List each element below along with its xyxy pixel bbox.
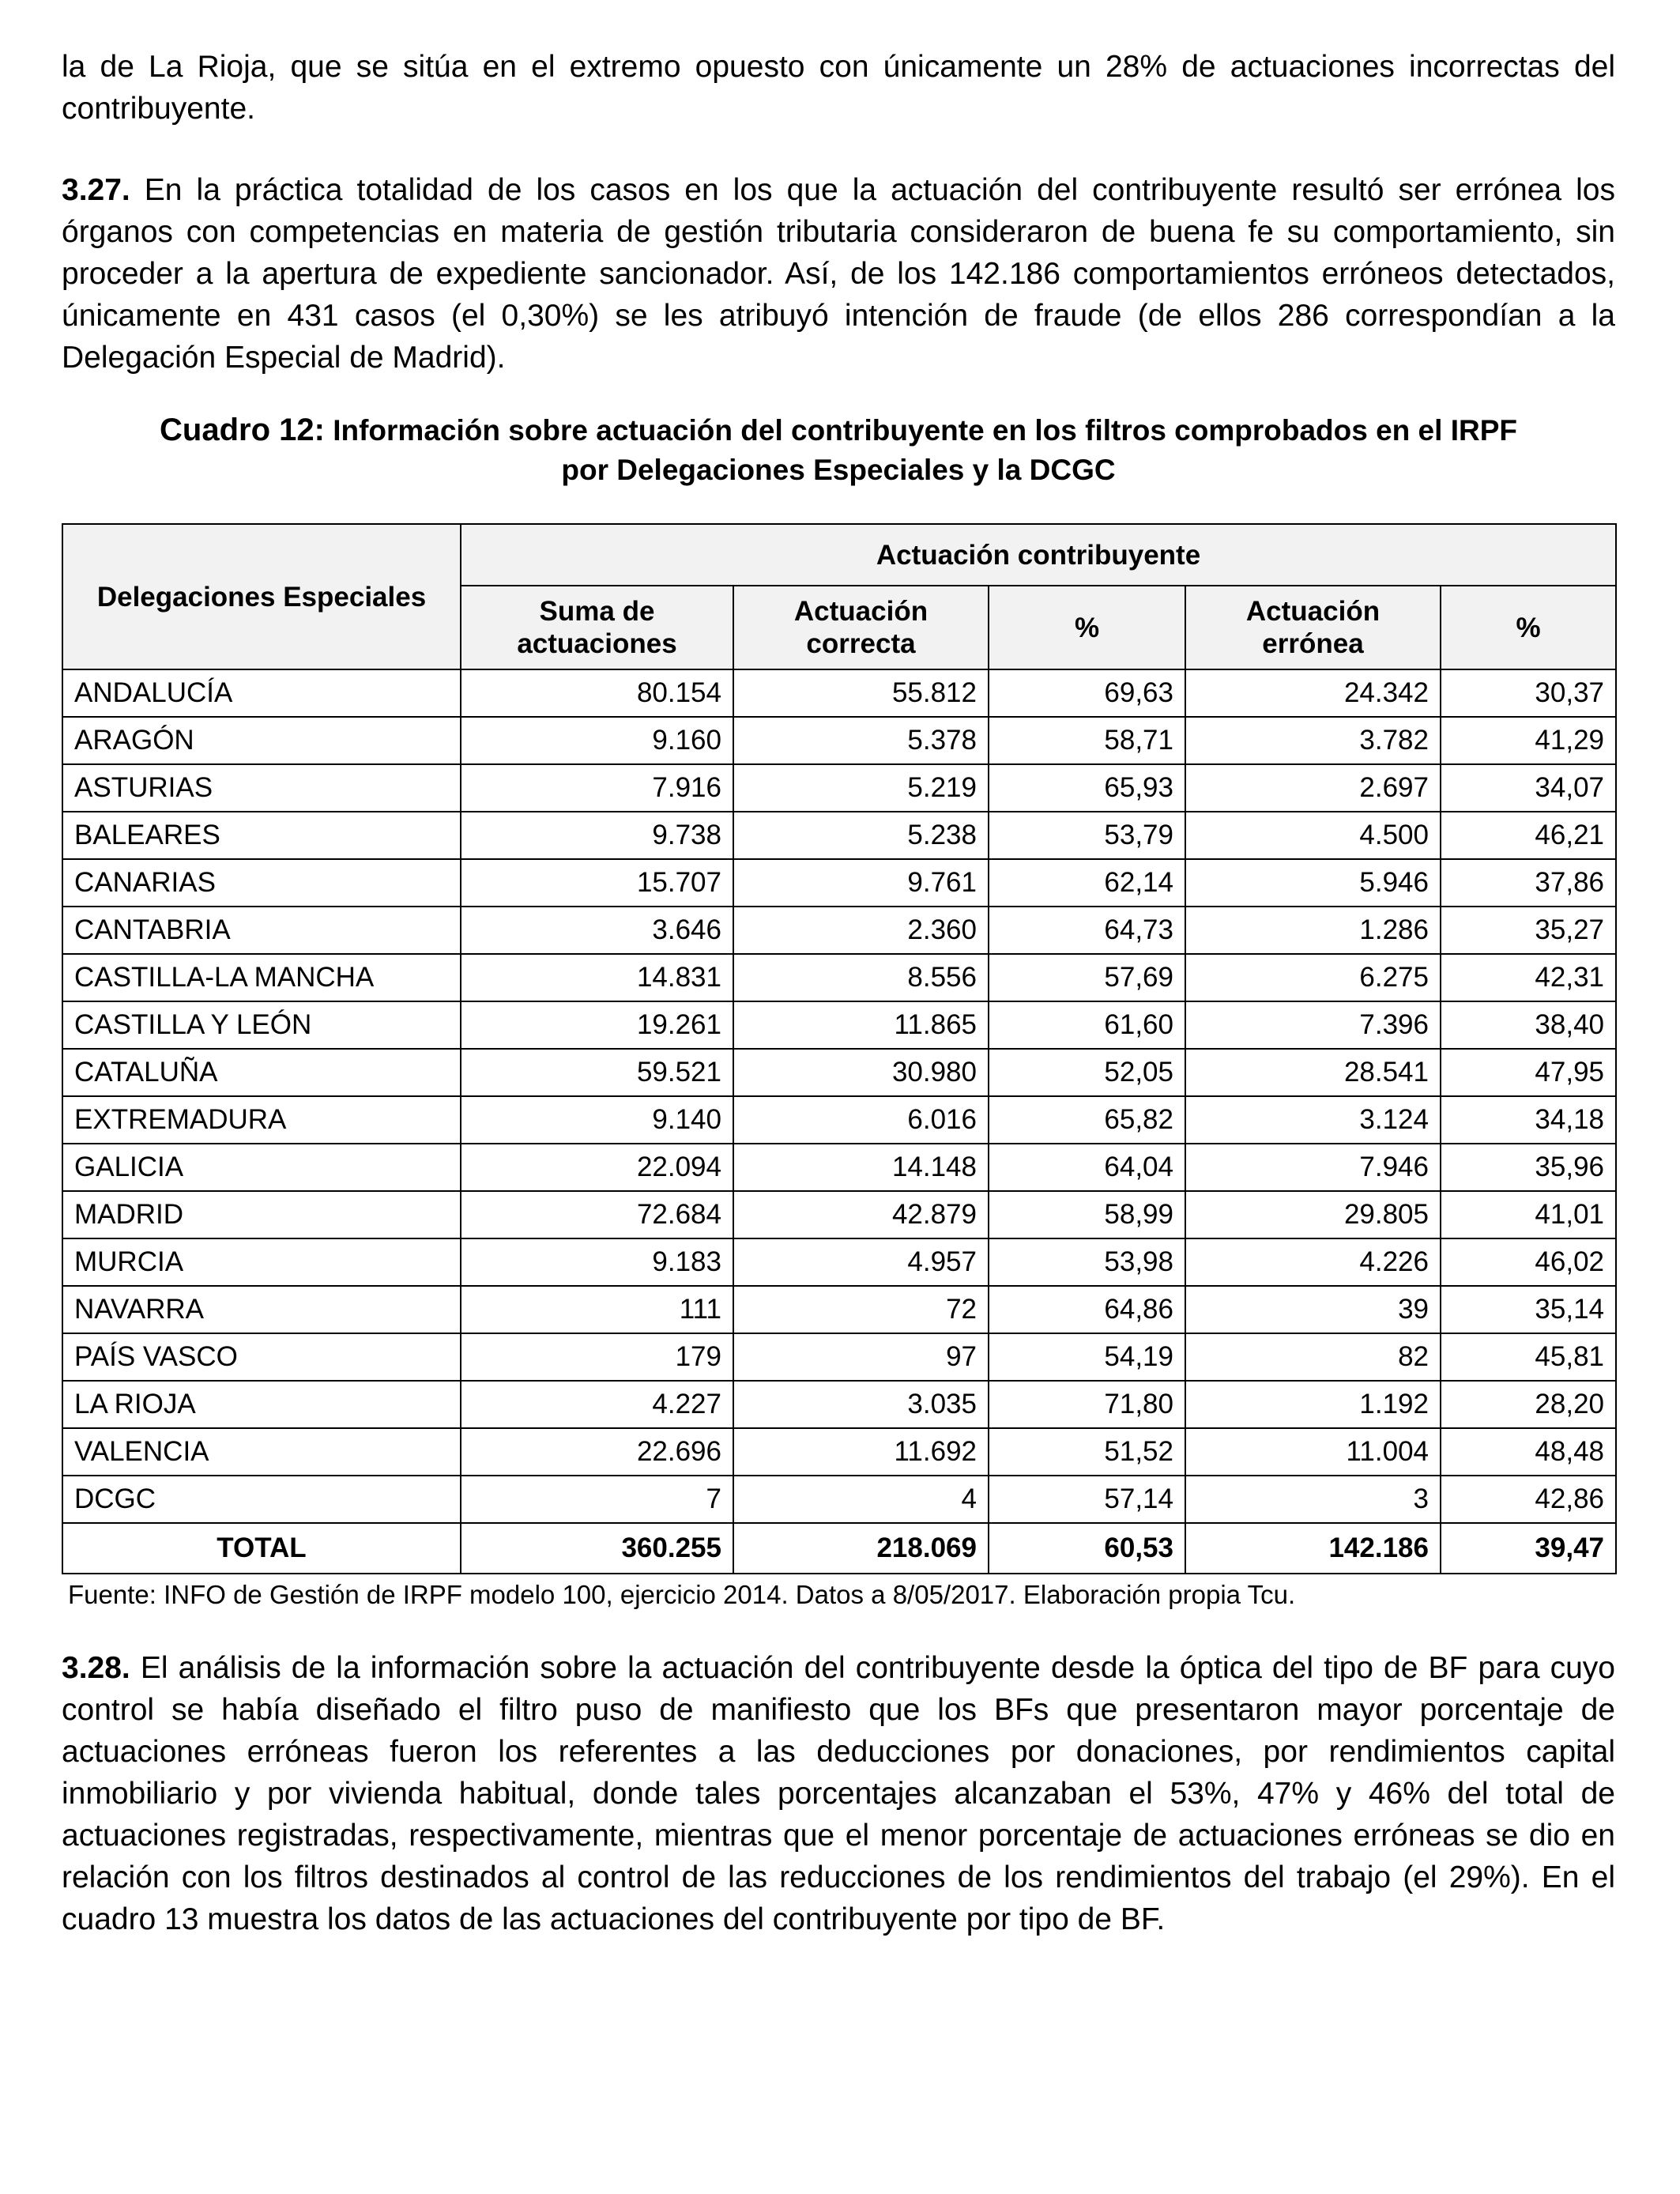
value-cell: 9.140	[461, 1096, 733, 1144]
value-cell: 1.286	[1185, 907, 1441, 954]
value-cell: 34,18	[1441, 1096, 1616, 1144]
table-body	[62, 669, 1616, 1574]
delegacion-cell: GALICIA	[62, 1144, 461, 1191]
value-cell: 80.154	[461, 669, 733, 717]
value-cell: 42,31	[1441, 954, 1616, 1001]
value-cell: 22.094	[461, 1144, 733, 1191]
value-cell: 9.183	[461, 1238, 733, 1286]
value-cell: 54,19	[989, 1333, 1185, 1381]
table-row	[62, 907, 1616, 954]
value-cell: 11.004	[1185, 1428, 1441, 1476]
value-cell: 64,04	[989, 1144, 1185, 1191]
caption-lead: Cuadro 12:	[160, 413, 325, 447]
value-cell: 30.980	[733, 1049, 989, 1096]
value-cell: 57,69	[989, 954, 1185, 1001]
table-row	[62, 859, 1616, 907]
value-cell: 4	[733, 1476, 989, 1523]
value-cell: 7.396	[1185, 1001, 1441, 1049]
delegacion-cell: CATALUÑA	[62, 1049, 461, 1096]
value-cell: 15.707	[461, 859, 733, 907]
value-cell: 22.696	[461, 1428, 733, 1476]
delegacion-cell: ANDALUCÍA	[62, 669, 461, 717]
value-cell: 179	[461, 1333, 733, 1381]
value-cell: 24.342	[1185, 669, 1441, 717]
delegacion-cell: MADRID	[62, 1191, 461, 1238]
table-row	[62, 1286, 1616, 1333]
document-page	[62, 46, 1615, 1940]
delegacion-cell: LA RIOJA	[62, 1381, 461, 1428]
value-cell: 35,27	[1441, 907, 1616, 954]
value-cell: 14.148	[733, 1144, 989, 1191]
delegacion-cell: CASTILLA Y LEÓN	[62, 1001, 461, 1049]
table-row	[62, 1381, 1616, 1428]
value-cell: 55.812	[733, 669, 989, 717]
source-note: Fuente: INFO de Gestión de IRPF modelo 100, ejercicio 2014. Datos a 8/05/2017. Elaboración propia Tcu.	[68, 1580, 1296, 1609]
paragraph-3-27	[62, 169, 1615, 379]
value-cell: 5.946	[1185, 859, 1441, 907]
value-cell: 111	[461, 1286, 733, 1333]
value-cell: 5.219	[733, 764, 989, 812]
value-cell: 64,73	[989, 907, 1185, 954]
column-header: Suma de actuaciones	[461, 586, 733, 669]
value-cell: 72.684	[461, 1191, 733, 1238]
value-cell: 29.805	[1185, 1191, 1441, 1238]
intro-paragraph: la de La Rioja, que se sitúa en el extremo opuesto con únicamente un 28% de actuaciones incorrectas del contribuyente.	[62, 50, 1615, 126]
paragraph-number: 3.28.	[62, 1651, 130, 1685]
value-cell: 34,07	[1441, 764, 1616, 812]
delegaciones-table	[62, 523, 1617, 1574]
value-cell: 46,21	[1441, 812, 1616, 859]
value-cell: 28.541	[1185, 1049, 1441, 1096]
table-row	[62, 954, 1616, 1001]
value-cell: 65,82	[989, 1096, 1185, 1144]
table-row	[62, 764, 1616, 812]
table-caption	[62, 410, 1615, 490]
column-header: Actuación correcta	[733, 586, 989, 669]
value-cell: 7.916	[461, 764, 733, 812]
delegacion-cell: VALENCIA	[62, 1428, 461, 1476]
column-header: %	[1441, 586, 1616, 669]
value-cell: 4.500	[1185, 812, 1441, 859]
value-cell: 3.124	[1185, 1096, 1441, 1144]
value-cell: 64,86	[989, 1286, 1185, 1333]
table-row	[62, 1238, 1616, 1286]
value-cell: 8.556	[733, 954, 989, 1001]
paragraph-text: En la práctica totalidad de los casos en los que la actuación del contribuyente resultó ser errónea los órganos con competencias en materia de gestión tributaria consideraron de buena fe su comportamiento, sin proceder a la apertura de expediente sancionador. Así, de los 142.186 comportamientos erróneos detectados, únicamente en 431 casos (el 0,30%) se les atribuyó intención de fraude (de ellos 286 correspondían a la Delegación Especial de Madrid).	[62, 173, 1615, 375]
value-cell: 58,99	[989, 1191, 1185, 1238]
value-cell: 30,37	[1441, 669, 1616, 717]
value-cell: 41,29	[1441, 717, 1616, 764]
value-cell: 9.761	[733, 859, 989, 907]
delegacion-cell: ASTURIAS	[62, 764, 461, 812]
value-cell: 5.378	[733, 717, 989, 764]
delegacion-cell: EXTREMADURA	[62, 1096, 461, 1144]
table-row	[62, 1333, 1616, 1381]
table-row	[62, 812, 1616, 859]
caption-line-2: por Delegaciones Especiales y la DCGC	[561, 454, 1116, 486]
column-header: Actuación errónea	[1185, 586, 1441, 669]
delegacion-cell: NAVARRA	[62, 1286, 461, 1333]
value-cell: 11.692	[733, 1428, 989, 1476]
paragraph-3-28	[62, 1647, 1615, 1940]
table-row	[62, 717, 1616, 764]
value-cell: 39,47	[1441, 1523, 1616, 1574]
delegacion-cell: CASTILLA-LA MANCHA	[62, 954, 461, 1001]
value-cell: 65,93	[989, 764, 1185, 812]
value-cell: 3.782	[1185, 717, 1441, 764]
value-cell: 6.016	[733, 1096, 989, 1144]
value-cell: 3.035	[733, 1381, 989, 1428]
value-cell: 82	[1185, 1333, 1441, 1381]
delegacion-cell: TOTAL	[62, 1523, 461, 1574]
value-cell: 41,01	[1441, 1191, 1616, 1238]
group-header: Actuación contribuyente	[461, 524, 1616, 586]
table-row	[62, 1476, 1616, 1523]
table-row	[62, 1191, 1616, 1238]
value-cell: 62,14	[989, 859, 1185, 907]
value-cell: 39	[1185, 1286, 1441, 1333]
value-cell: 47,95	[1441, 1049, 1616, 1096]
table-row	[62, 1096, 1616, 1144]
value-cell: 69,63	[989, 669, 1185, 717]
value-cell: 46,02	[1441, 1238, 1616, 1286]
value-cell: 45,81	[1441, 1333, 1616, 1381]
value-cell: 60,53	[989, 1523, 1185, 1574]
delegacion-cell: ARAGÓN	[62, 717, 461, 764]
table-row	[62, 1428, 1616, 1476]
value-cell: 3	[1185, 1476, 1441, 1523]
delegacion-cell: MURCIA	[62, 1238, 461, 1286]
delegacion-cell: BALEARES	[62, 812, 461, 859]
value-cell: 38,40	[1441, 1001, 1616, 1049]
value-cell: 14.831	[461, 954, 733, 1001]
value-cell: 52,05	[989, 1049, 1185, 1096]
total-row	[62, 1523, 1616, 1574]
value-cell: 142.186	[1185, 1523, 1441, 1574]
value-cell: 97	[733, 1333, 989, 1381]
value-cell: 9.160	[461, 717, 733, 764]
value-cell: 11.865	[733, 1001, 989, 1049]
paragraph-text: El análisis de la información sobre la actuación del contribuyente desde la óptica del tipo de BF para cuyo control se había diseñado el filtro puso de manifiesto que los BFs que presentaron mayor porcentaje de actuaciones erróneas fueron los referentes a las deducciones por donaciones, por rendimientos capital inmobiliario y por vivienda habitual, donde tales porcentajes alcanzaban el 53%, 47% y 46% del total de actuaciones registradas, respectivamente, mientras que el menor porcentaje de actuaciones erróneas se dio en relación con los filtros destinados al control de las reducciones de los rendimientos del trabajo (el 29%). En el cuadro 13 muestra los datos de las actuaciones del contribuyente por tipo de BF.	[62, 1651, 1616, 1936]
value-cell: 7	[461, 1476, 733, 1523]
delegacion-cell: CANARIAS	[62, 859, 461, 907]
value-cell: 35,14	[1441, 1286, 1616, 1333]
value-cell: 28,20	[1441, 1381, 1616, 1428]
value-cell: 71,80	[989, 1381, 1185, 1428]
value-cell: 53,79	[989, 812, 1185, 859]
value-cell: 7.946	[1185, 1144, 1441, 1191]
value-cell: 9.738	[461, 812, 733, 859]
value-cell: 2.360	[733, 907, 989, 954]
value-cell: 2.697	[1185, 764, 1441, 812]
caption-line-1: Información sobre actuación del contribuyente en los filtros comprobados en el IRPF	[333, 414, 1517, 447]
paragraph-number: 3.27.	[62, 173, 130, 207]
table-row	[62, 669, 1616, 717]
value-cell: 37,86	[1441, 859, 1616, 907]
value-cell: 1.192	[1185, 1381, 1441, 1428]
value-cell: 35,96	[1441, 1144, 1616, 1191]
delegacion-cell: PAÍS VASCO	[62, 1333, 461, 1381]
value-cell: 42.879	[733, 1191, 989, 1238]
value-cell: 4.226	[1185, 1238, 1441, 1286]
row-header: Delegaciones Especiales	[62, 524, 461, 669]
value-cell: 51,52	[989, 1428, 1185, 1476]
table-row	[62, 1144, 1616, 1191]
delegacion-cell: CANTABRIA	[62, 907, 461, 954]
value-cell: 4.227	[461, 1381, 733, 1428]
value-cell: 53,98	[989, 1238, 1185, 1286]
column-header: %	[989, 586, 1185, 669]
value-cell: 19.261	[461, 1001, 733, 1049]
value-cell: 218.069	[733, 1523, 989, 1574]
value-cell: 42,86	[1441, 1476, 1616, 1523]
value-cell: 59.521	[461, 1049, 733, 1096]
value-cell: 57,14	[989, 1476, 1185, 1523]
value-cell: 3.646	[461, 907, 733, 954]
table-row	[62, 1049, 1616, 1096]
table-row	[62, 1001, 1616, 1049]
value-cell: 58,71	[989, 717, 1185, 764]
value-cell: 61,60	[989, 1001, 1185, 1049]
value-cell: 4.957	[733, 1238, 989, 1286]
value-cell: 360.255	[461, 1523, 733, 1574]
value-cell: 48,48	[1441, 1428, 1616, 1476]
value-cell: 5.238	[733, 812, 989, 859]
value-cell: 72	[733, 1286, 989, 1333]
value-cell: 6.275	[1185, 954, 1441, 1001]
delegacion-cell: DCGC	[62, 1476, 461, 1523]
